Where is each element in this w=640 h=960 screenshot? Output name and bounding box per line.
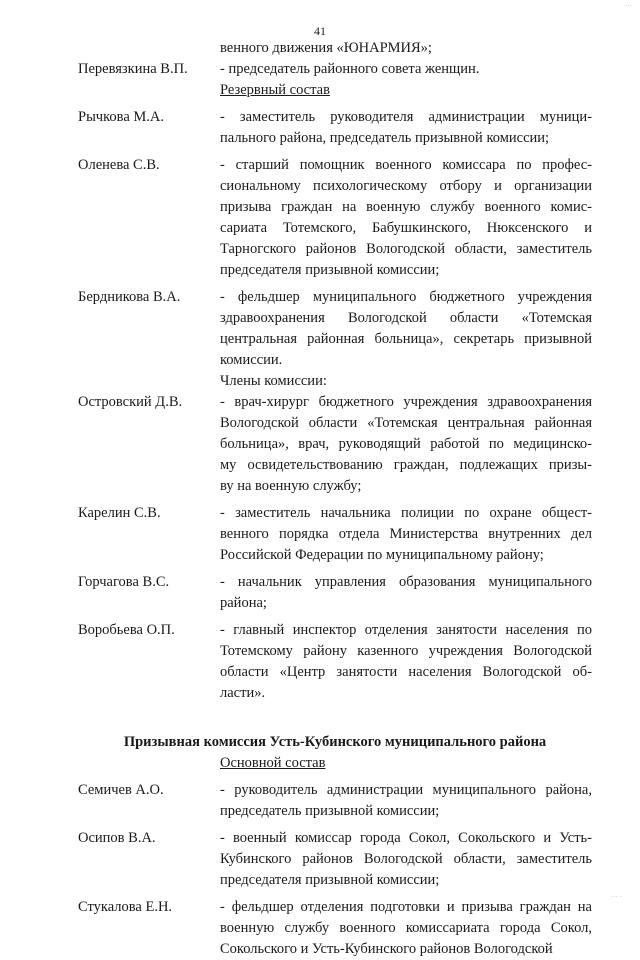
member-role-line: - заместитель начальника полиции по охране общест- bbox=[220, 505, 592, 521]
member-entry bbox=[78, 107, 592, 149]
member-role-line: сиональному психологическому отбору и организации bbox=[220, 178, 592, 194]
member-role-line: - заместитель руководителя администрации муници- bbox=[220, 109, 592, 125]
member-role-line: - фельдшер отделения подготовки и призыва граждан на bbox=[220, 899, 592, 915]
member-role-line: области «Центр занятости населения Вологодской об- bbox=[220, 664, 592, 680]
member-name: Воробьева О.П. bbox=[78, 622, 175, 638]
member-name: Осипов В.А. bbox=[78, 830, 156, 846]
reserve-list bbox=[78, 107, 592, 371]
main-heading: Основной состав bbox=[220, 755, 326, 771]
reserve-heading-line bbox=[78, 80, 592, 101]
main-list bbox=[78, 780, 592, 960]
main-heading-line bbox=[78, 753, 592, 774]
member-entry bbox=[78, 392, 592, 497]
member-entry bbox=[78, 780, 592, 822]
member-entry bbox=[78, 897, 592, 960]
document-body bbox=[78, 38, 592, 960]
member-role-line: призыва граждан на военную службу военного комис- bbox=[220, 199, 592, 215]
member-role-line: - руководитель администрации муниципального района, bbox=[220, 782, 592, 798]
reserve-heading: Резервный состав bbox=[220, 82, 330, 98]
member-name: Перевязкина В.П. bbox=[78, 61, 188, 77]
member-role-line: му освидетельствованию граждан, подлежащих призы- bbox=[220, 457, 592, 473]
first-entry bbox=[78, 59, 592, 80]
member-role-line: Российской Федерации по муниципальному району; bbox=[220, 547, 544, 563]
member-entry bbox=[78, 828, 592, 891]
members-heading: Члены комиссии: bbox=[220, 373, 327, 389]
member-role-line: Тотемскому району казенного учреждения Вологодской bbox=[220, 643, 592, 659]
scan-mark-top: ··· bbox=[625, 2, 632, 10]
member-role-line: председателя призывной комиссии; bbox=[220, 262, 440, 278]
member-role-line: - старший помощник военного комиссара по профес- bbox=[220, 157, 592, 173]
member-entry bbox=[78, 620, 592, 704]
members-list bbox=[78, 392, 592, 704]
member-role-line: ву на военную службу; bbox=[220, 478, 362, 494]
member-role-line: председателя призывной комиссии; bbox=[220, 872, 440, 888]
member-role-line: района; bbox=[220, 595, 267, 611]
scan-mark-bottom: ··· · bbox=[610, 893, 622, 901]
member-role-line: ласти». bbox=[220, 685, 266, 701]
member-role-line: Вологодской области «Тотемская центральная районная bbox=[220, 415, 592, 431]
member-role-line: - фельдшер муниципального бюджетного учреждения bbox=[220, 289, 592, 305]
member-name: Горчагова В.С. bbox=[78, 574, 170, 590]
member-role-line: - военный комиссар города Сокол, Сокольского и Усть- bbox=[220, 830, 592, 846]
member-role-line: - главный инспектор отделения занятости населения по bbox=[220, 622, 592, 638]
member-entry bbox=[78, 287, 592, 371]
member-role-line: здравоохранения Вологодской области «Тотемская bbox=[220, 310, 592, 326]
member-role-line: Тарногского районов Вологодской области, заместитель bbox=[220, 241, 592, 257]
section-title: Призывная комиссия Усть-Кубинского муниципального района bbox=[123, 734, 547, 750]
member-entry bbox=[78, 503, 592, 566]
member-role-line: венного порядка отдела Министерства внутренних дел bbox=[220, 526, 592, 542]
member-name: Семичев А.О. bbox=[78, 782, 164, 798]
member-name: Карелин С.В. bbox=[78, 505, 161, 521]
member-role-line: - начальник управления образования муниципального bbox=[220, 574, 592, 590]
intro-continuation-line bbox=[78, 38, 592, 59]
member-role-line: центральная районная больница», секретарь призывной bbox=[220, 331, 592, 347]
member-name: Бердникова В.А. bbox=[78, 289, 181, 305]
intro-continuation-text: венного движения «ЮНАРМИЯ»; bbox=[220, 40, 432, 56]
member-role-line: пального района, председатель призывной комиссии; bbox=[220, 130, 550, 146]
page-number: 41 bbox=[314, 24, 326, 38]
member-role-line: Кубинского районов Вологодской области, заместитель bbox=[220, 851, 592, 867]
member-role-line: - врач-хирург бюджетного учреждения здравоохранения bbox=[220, 394, 592, 410]
member-role-line: больница», врач, руководящий работой по медицинско- bbox=[220, 436, 592, 452]
members-heading-line bbox=[78, 371, 592, 392]
member-role-line: военную службу военного комиссариата города Сокол, bbox=[220, 920, 592, 936]
member-role-line: председатель призывной комиссии; bbox=[220, 803, 440, 819]
member-role-line: комиссии. bbox=[220, 352, 283, 368]
member-role-line: сариата Тотемского, Бабушкинского, Нюксенского и bbox=[220, 220, 592, 236]
member-name: Оленева С.В. bbox=[78, 157, 160, 173]
member-role-line: Сокольского и Усть-Кубинского районов Вологодской bbox=[220, 941, 553, 957]
member-entry bbox=[78, 572, 592, 614]
member-role-line: - председатель районного совета женщин. bbox=[220, 61, 480, 77]
member-entry bbox=[78, 155, 592, 281]
member-name: Островский Д.В. bbox=[78, 394, 183, 410]
member-name: Стукалова Е.Н. bbox=[78, 899, 173, 915]
member-name: Рычкова М.А. bbox=[78, 109, 164, 125]
